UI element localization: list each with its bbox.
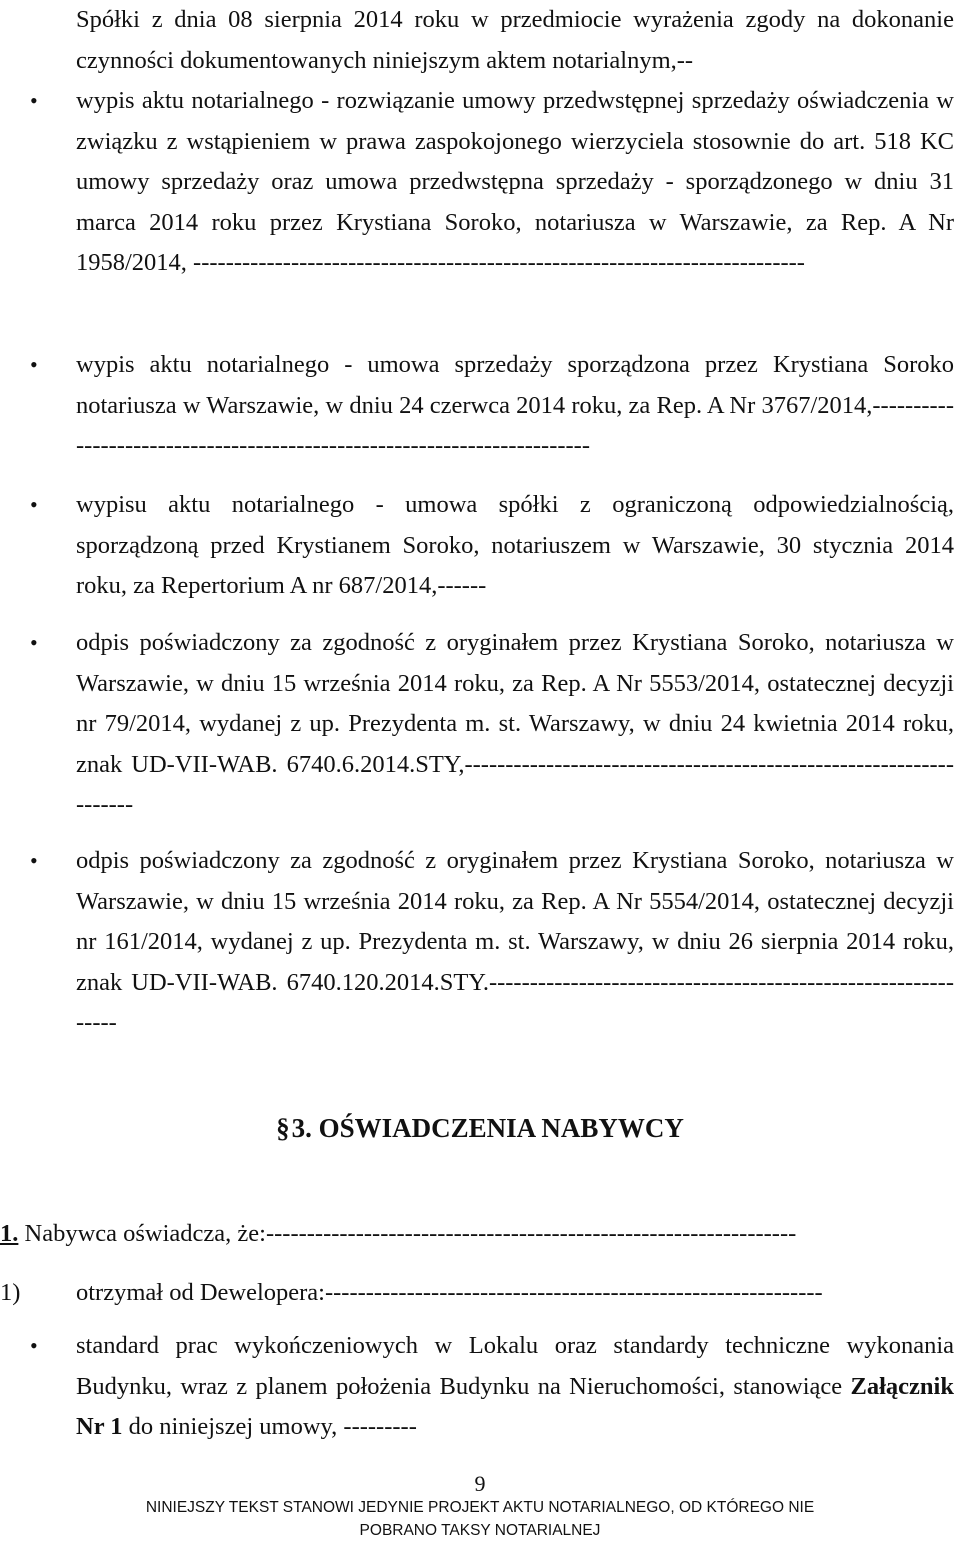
bullet-paragraph-4: odpis poświadczony za zgodność z oryginałem przez Krystiana Soroko, notariusza w Warszawie, w dniu 15 września 2014 roku, za Rep. A Nr 5553/2014, ostatecznej decyzji nr 79/2014, wydanej z up. Prezydenta m. st. Warszawy, w dniu 24 kwietnia 2014 roku, znak UD-VII-WAB. 6740.6.2014.STY,------------------------------------------------------------------- (76, 629, 954, 819)
bullet-icon: • (30, 88, 38, 113)
section-symbol: § (276, 1113, 290, 1143)
point-1-number: 1. (0, 1220, 19, 1247)
page-number: 9 (474, 1471, 486, 1496)
bullet-icon: • (30, 1333, 38, 1358)
bullet-paragraph-5: odpis poświadczony za zgodność z oryginałem przez Krystiana Soroko, notariusza w Warszawie, w dniu 15 września 2014 roku, za Rep. A Nr 5554/2014, ostatecznej decyzji nr 161/2014, wydanej z up. Prezydenta m. st. Warszawy, w dniu 26 sierpnia 2014 roku, znak UD-VII-WAB. 6740.120.2014.STY.-------------------------------------------------------------- (76, 847, 954, 1037)
bullet-icon: • (30, 352, 38, 377)
point-1-1-index: 1) (0, 1279, 21, 1306)
page-footer (0, 1496, 960, 1542)
bullet-6-text-before: standard prac wykończeniowych w Lokalu oraz standardy techniczne wykonania Budynku, wraz z planem położenia Budynku na Nieruchomości, stanowiące (76, 1332, 954, 1400)
bullet-6-text-after: do niniejszej umowy, --------- (122, 1413, 417, 1441)
section-title: 3. OŚWIADCZENIA NABYWCY (291, 1113, 684, 1143)
point-1-1-text: otrzymał od Dewelopera:------------------------------------------------------------- (76, 1279, 823, 1306)
point-1 (0, 1214, 954, 1254)
bullet-paragraph-3: wypisu aktu notarialnego - umowa spółki z ograniczoną odpowiedzialnością, sporządzoną przed Krystianem Soroko, notariuszem w Warszawie, 30 stycznia 2014 roku, za Repertorium A nr 687/2014,------ (76, 491, 954, 600)
bullet-paragraph-6 (76, 1326, 954, 1448)
footer-line-1: NINIEJSZY TEKST STANOWI JEDYNIE PROJEKT AKTU NOTARIALNEGO, OD KTÓREGO NIE (145, 1499, 815, 1516)
bullet-paragraph-2: wypis aktu notarialnego - umowa sprzedaży sporządzona przez Krystiana Soroko notariusza w Warszawie, w dniu 24 czerwca 2014 roku, za Rep. A Nr 3767/2014,------------------------------------------------------------------------- (76, 351, 954, 460)
bullet-icon: • (30, 848, 38, 873)
intro-paragraph: Spółki z dnia 08 sierpnia 2014 roku w przedmiocie wyrażenia zgody na dokonanie czynności dokumentowanych niniejszym aktem notarialnym,-- (76, 6, 954, 74)
bullet-icon: • (30, 492, 38, 517)
point-1-text: Nabywca oświadcza, że:----------------------------------------------------------------- (18, 1220, 797, 1247)
bullet-paragraph-1: wypis aktu notarialnego - rozwiązanie umowy przedwstępnej sprzedaży oświadczenia w związku z wstąpieniem w prawa zaspokojonego wierzyciela stosownie do art. 518 KC umowy sprzedaży oraz umowa przedwstępna sprzedaży - sporządzonego w dniu 31 marca 2014 roku przez Krystiana Soroko, notariusza w Warszawie, za Rep. A Nr 1958/2014, --------------------------------------------------------------------------- (76, 87, 954, 277)
attachment-reference: Załącznik Nr 1 (76, 1372, 954, 1441)
footer-line-2: POBRANO TAKSY NOTARIALNEJ (359, 1522, 601, 1539)
bullet-icon: • (30, 630, 38, 655)
section-heading (0, 1108, 960, 1148)
point-1-1 (0, 1273, 954, 1313)
